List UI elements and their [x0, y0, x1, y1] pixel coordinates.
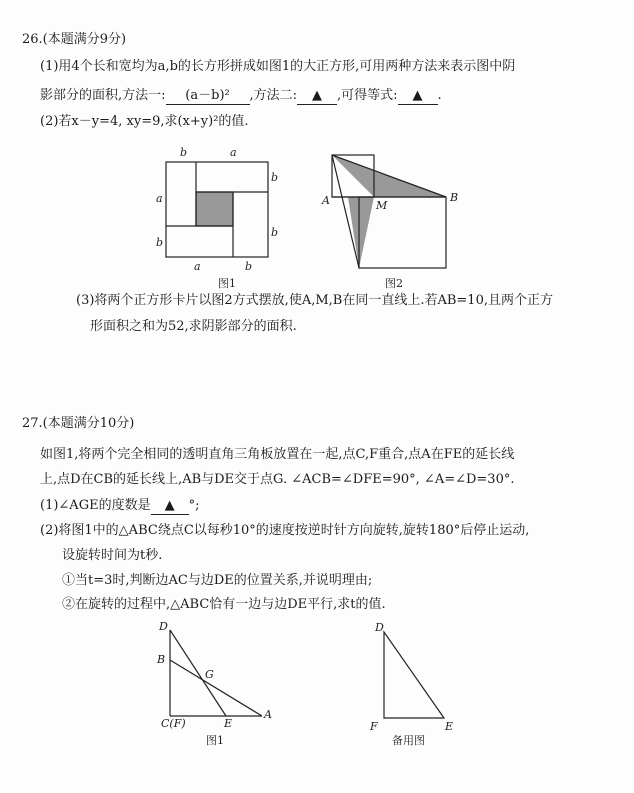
q27-backup-figure	[384, 632, 444, 718]
label-B: B	[157, 653, 166, 666]
text: .	[437, 88, 442, 103]
answer-blank-equation: ▲	[398, 88, 438, 105]
text: °;	[188, 498, 200, 513]
label-a: a	[156, 192, 163, 205]
big-square	[359, 197, 446, 268]
label-D: D	[375, 621, 384, 634]
q27-subquestion-2: ②在旋转的过程中,△ABC恰有一边与边DE平行,求t的值.	[62, 597, 386, 612]
q27-part1	[40, 498, 199, 515]
q26-part2: (2)若x－y=4, xy=9,求(x+y)²的值.	[40, 114, 249, 129]
q27-fig1-caption: 图1	[206, 734, 224, 747]
shaded-square	[196, 192, 233, 226]
q27-figure1	[170, 630, 262, 716]
q27-title: 27.(本题满分10分)	[22, 416, 135, 431]
label-b: b	[156, 236, 164, 249]
label-F: F	[370, 720, 378, 733]
answer-blank-angle: ▲	[151, 498, 189, 515]
text: ,可得等式:	[337, 88, 398, 103]
q26-part1-line1: (1)用4个长和宽均为a,b的长方形拼成如图1的大正方形,可用两种方法来表示图中阴	[40, 59, 516, 74]
q26-fig1-caption: 图1	[218, 277, 236, 290]
label-b: b	[271, 171, 279, 184]
q26-figure1	[166, 162, 268, 257]
q27-part2-line1: (2)将图1中的△ABC绕点C以每秒10°的速度按逆时针方向旋转,旋转180°后停止运动,	[40, 523, 530, 538]
q27-intro-line1: 如图1,将两个完全相同的透明直角三角板放置在一起,点C,F重合,点A在FE的延长线	[40, 447, 515, 462]
answer-blank-method1: (a－b)²	[166, 88, 250, 105]
text: ,方法二:	[249, 88, 298, 103]
q27-fig2-caption: 备用图	[392, 734, 425, 747]
q26-part3-line2: 形面积之和为52,求阴影部分的面积.	[90, 319, 297, 334]
text: (1)∠AGE的度数是	[40, 498, 151, 513]
label-a: a	[194, 260, 201, 273]
label-A: A	[264, 708, 272, 721]
q27-intro-line2: 上,点D在CB的延长线上,AB与DE交于点G. ∠ACB=∠DFE=90°, ∠A=∠D=30°.	[40, 472, 515, 487]
q26-title: 26.(本题满分9分)	[22, 32, 127, 47]
label-D: D	[159, 620, 168, 633]
label-M: M	[376, 199, 388, 212]
label-b: b	[180, 146, 188, 159]
shaded-region	[332, 155, 446, 268]
label-E: E	[224, 717, 233, 730]
q26-part3-line1: (3)将两个正方形卡片以图2方式摆放,使A,M,B在同一直线上.若AB=10,且两个正方	[76, 293, 553, 308]
label-b: b	[245, 260, 253, 273]
label-CF: C(F)	[161, 717, 186, 730]
label-E: E	[445, 720, 454, 733]
label-A: A	[322, 194, 330, 207]
q26-fig2-caption: 图2	[385, 277, 403, 290]
label-G: G	[205, 668, 214, 681]
q27-part2-line2: 设旋转时间为t秒.	[62, 548, 163, 563]
q27-subquestion-1: ①当t=3时,判断边AC与边DE的位置关系,并说明理由;	[62, 573, 373, 588]
q26-figure2	[332, 155, 446, 268]
label-b: b	[271, 226, 279, 239]
answer-blank-method2: ▲	[297, 88, 337, 105]
text: 影部分的面积,方法一:	[40, 88, 166, 103]
label-B: B	[450, 191, 459, 204]
label-a: a	[230, 146, 237, 159]
